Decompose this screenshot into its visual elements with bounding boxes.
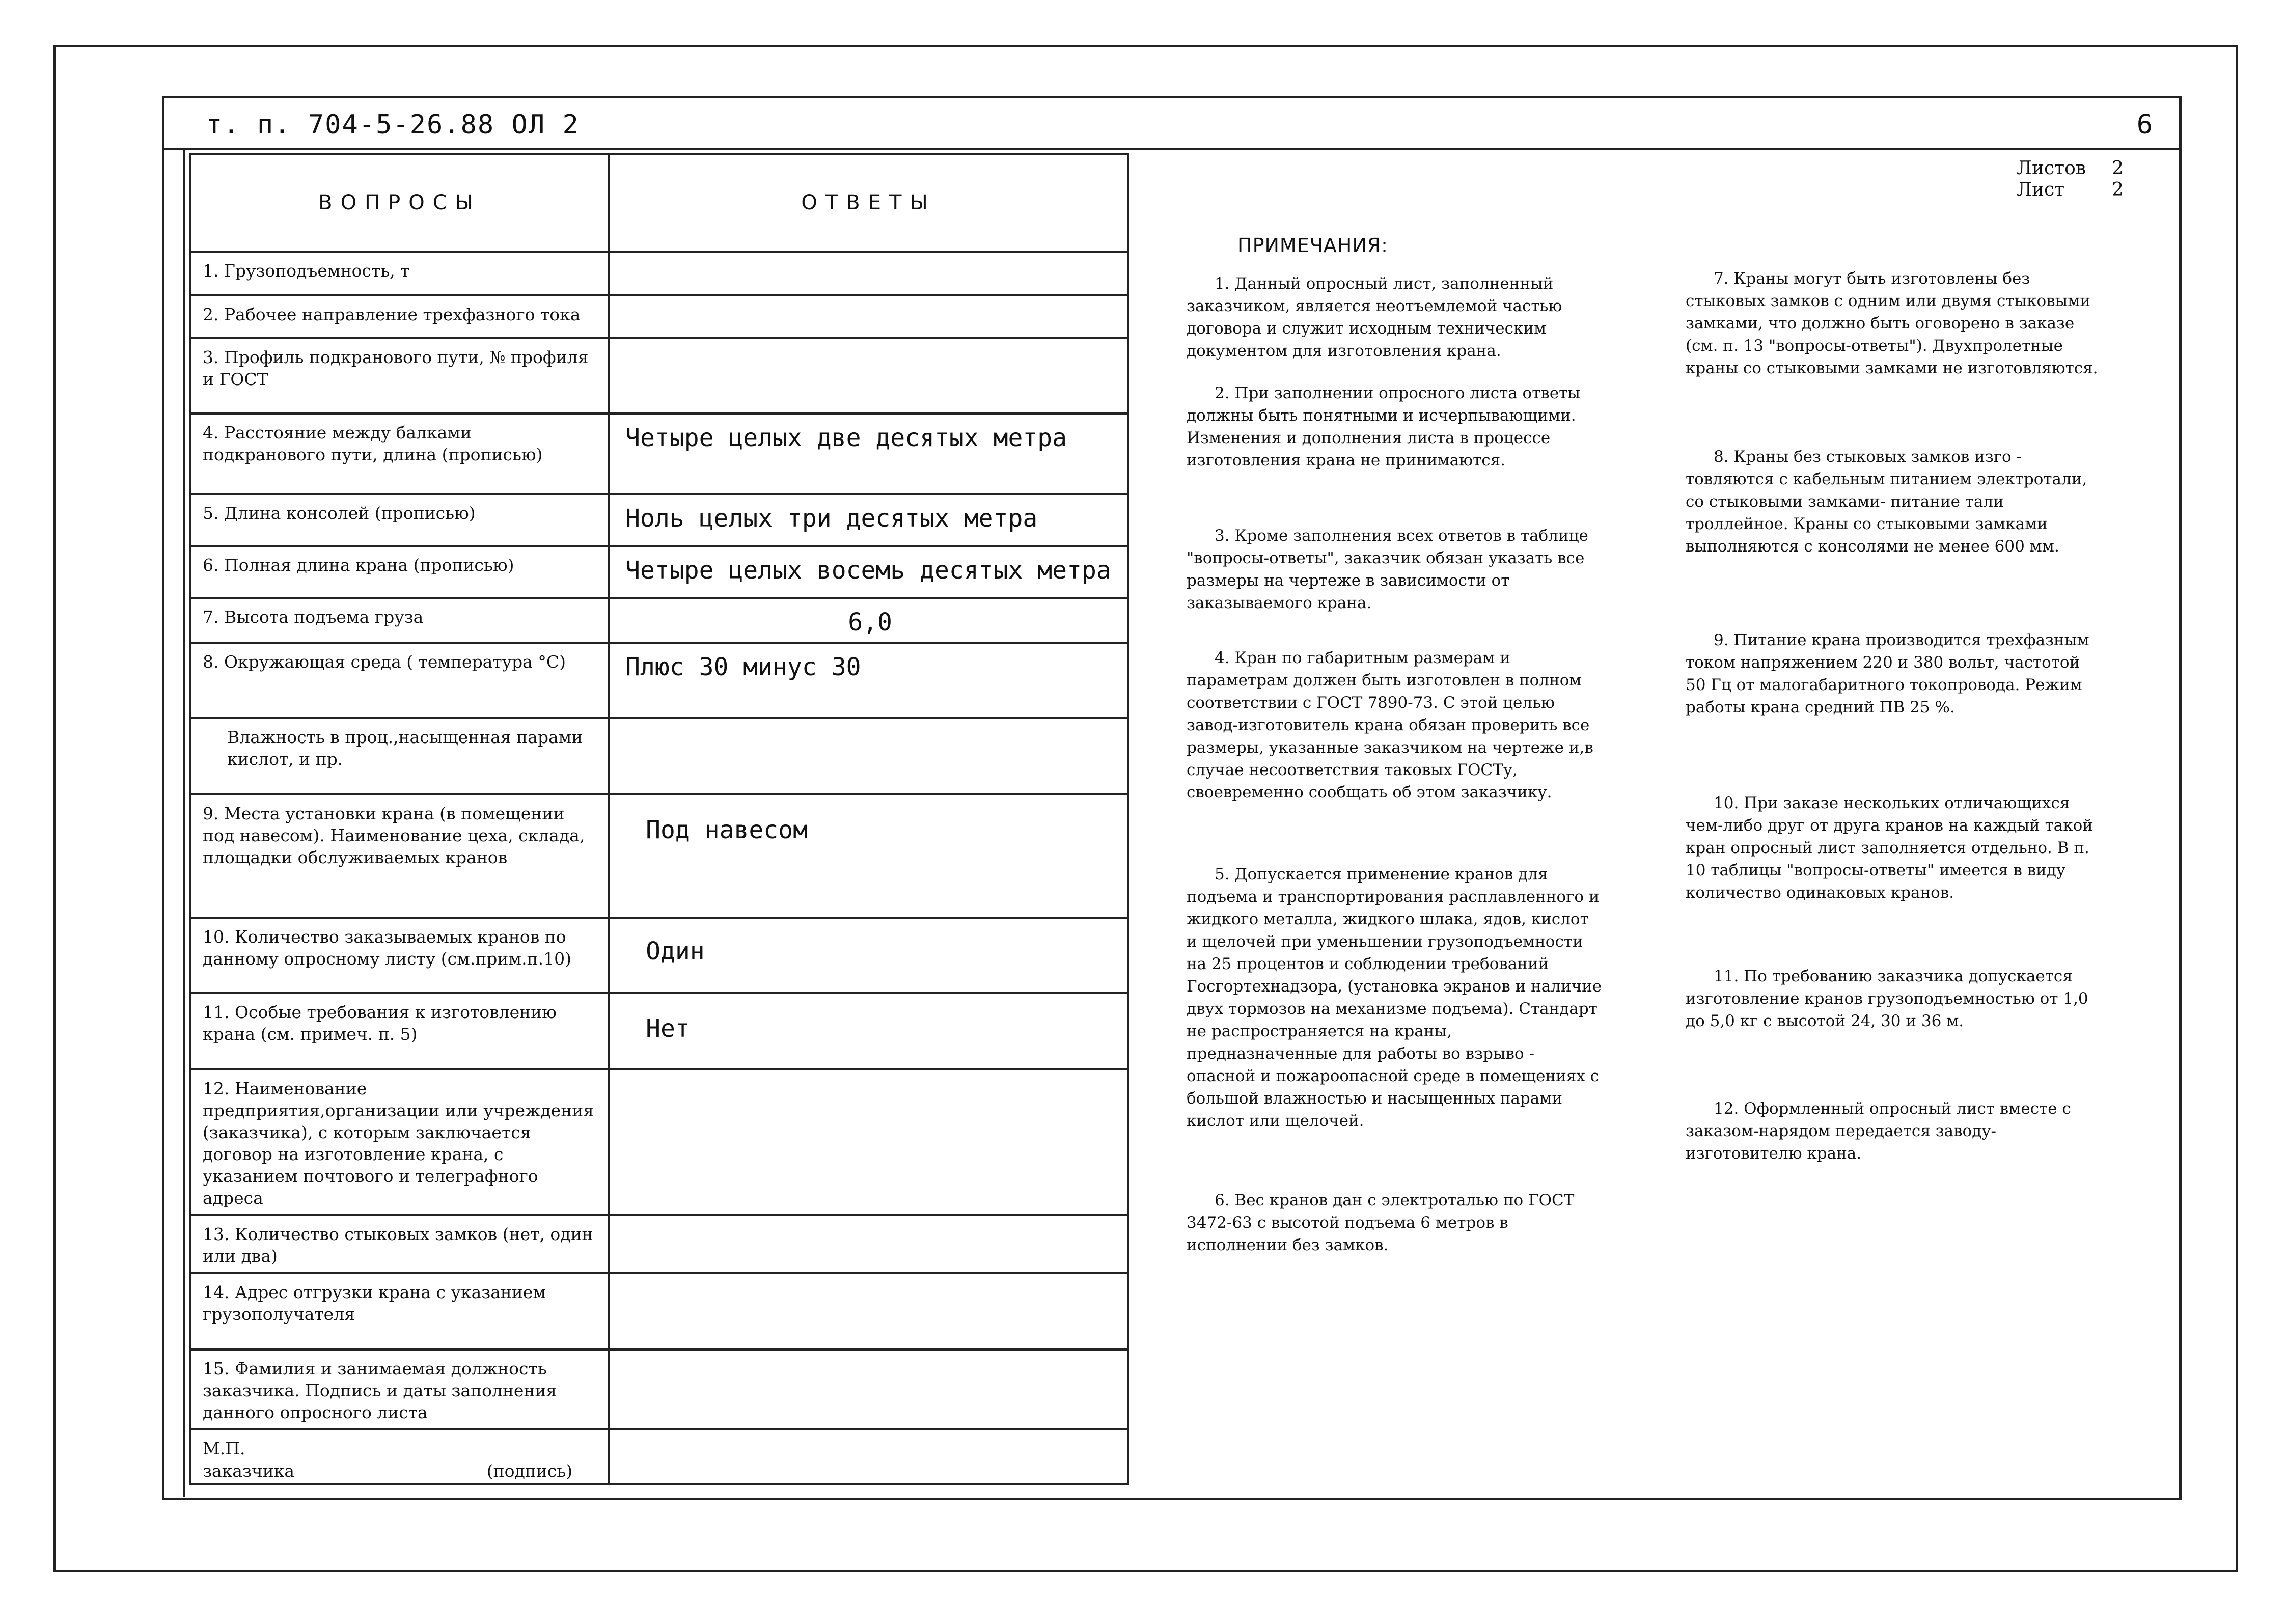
table-row [190,295,1128,338]
question-cell: 1. Грузоподъемность, т [190,252,609,295]
table-row [190,918,1128,993]
note-item: 2. При заполнении опросного листа ответы должны быть понятными и исчерпывающими. Изменения и дополнения листа в процессе изготовления крана не принимаются. [1187,384,1580,470]
answer-cell: 6,0 [609,598,1128,643]
answer-cell [609,295,1128,338]
table-row [190,1350,1128,1429]
sheet-counter [2017,158,2124,201]
table-row [190,494,1128,546]
table-row [190,643,1128,718]
table-row [190,1069,1128,1215]
table-row [190,546,1128,598]
table-row [190,794,1128,918]
question-cell: 4. Расстояние между балками подкранового пути, длина (прописью) [190,414,609,494]
answer-cell: Четыре целых восемь десятых метра [609,546,1128,598]
note-item: 12. Оформленный опросный лист вместе с заказом-нарядом передается заводу-изготовителю крана. [1686,1099,2071,1163]
note-item: 9. Питание крана производится трехфазным током напряжением 220 и 380 вольт, частотой 50 Гц от малогабаритного токопровода. Режим работы крана средний ПВ 25 %. [1686,631,2089,717]
question-cell: Влажность в проц.,насыщенная парами кислот, и пр. [190,718,609,794]
question-cell: 11. Особые требования к изготовлению крана (см. примеч. п. 5) [190,993,609,1069]
note-item: 4. Кран по габаритным размерам и параметрам должен быть изготовлен в полном соответствии с ГОСТ 7890-73. С этой целью завод-изготовитель крана обязан проверить все размеры, указанные заказчиком на чертеже и,в случае несоответствия таковых ГОСТу, своевременно сообщать об этом заказчику. [1187,649,1593,802]
answers-header: ОТВЕТЫ [609,154,1128,252]
question-cell: 12. Наименование предприятия,организации или учреждения (заказчика), с которым заключается договор на изготовление крана, с указанием почтового и телеграфного адреса [190,1069,609,1215]
document-code: т. п. 704-5-26.88 ОЛ 2 [206,109,580,140]
stamp-mp: М.П. [203,1439,245,1458]
note-item: 3. Кроме заполнения всех ответов в таблице "вопросы-ответы", заказчик обязан указать все размеры на чертеже в зависимости от заказываемого крана. [1187,527,1588,612]
table-row [190,993,1128,1069]
answer-cell: Четыре целых две десятых метра [609,414,1128,494]
note-item: 8. Краны без стыковых замков изго - товляются с кабельным питанием электротали, со стыковыми замками- питание тали троллейное. Краны со стыковыми замками выполняются с консолями не менее 600 мм. [1686,448,2087,556]
note-item: 1. Данный опросный лист, заполненный заказчиком, является неотъемлемой частью договора и служит исходным техническим документом для изготовления крана. [1187,274,1562,360]
table-row [190,338,1128,414]
answer-cell [609,1069,1128,1215]
questionnaire-table [189,153,1129,1485]
header-divider [162,148,2182,150]
answer-cell: Плюс 30 минус 30 [609,643,1128,718]
binding-margin-line [183,148,185,1497]
question-cell: 8. Окружающая среда ( температура °С) [190,643,609,718]
question-cell: 5. Длина консолей (прописью) [190,494,609,546]
note-item: 7. Краны могут быть изготовлены без стыковых замков с одним или двумя стыковыми замками, что должно быть оговорено в заказе (см. п. 13 "вопросы-ответы"). Двухпролетные краны со стыковыми замками не изготовляются. [1686,269,2098,377]
note-item: 10. При заказе нескольких отличающихся чем-либо друг от друга кранов на каждый такой кран опросный лист заполняется отдельно. В п. 10 таблицы "вопросы-ответы" имеется в виду количество одинаковых кранов. [1686,794,2093,902]
question-cell: 15. Фамилия и занимаемая должность заказчика. Подпись и даты заполнения данного опросного листа [190,1350,609,1429]
question-cell: 10. Количество заказываемых кранов по данному опросному листу (см.прим.п.10) [190,918,609,993]
table-row [190,252,1128,295]
signature-row [190,1429,1128,1484]
table-row [190,598,1128,643]
sheet-value: 2 [2112,179,2124,200]
answer-cell: Под навесом [609,794,1128,918]
answer-cell: Нет [609,993,1128,1069]
notes-title: ПРИМЕЧАНИЯ: [1237,234,1388,257]
answer-cell [609,718,1128,794]
note-item: 5. Допускается применение кранов для подъема и транспортирования расплавленного и жидкого металла, жидкого шлака, ядов, кислот и щелочей при уменьшении грузоподъемности на 25 процентов и соблюдении требований Госгортехнадзора, (установка экранов и наличие двух тормозов на механизме подъема). Стандарт не распространяется на краны, предназначенные для работы во взрыво - опасной и пожароопасной среде в помещениях с большой влажностью и насыщенных парами кислот или щелочей. [1187,865,1602,1130]
question-cell: 9. Места установки крана (в помещении под навесом). Наименование цеха, склада, площадки обслуживаемых кранов [190,794,609,918]
question-cell: 14. Адрес отгрузки крана с указанием грузополучателя [190,1273,609,1350]
questions-header: ВОПРОСЫ [190,154,609,252]
answer-cell [609,1215,1128,1273]
question-cell: 2. Рабочее направление трехфазного тока [190,295,609,338]
signature-answer-cell [609,1429,1128,1484]
note-item: 11. По требованию заказчика допускается изготовление кранов грузоподъемностью от 1,0 до 5,0 кг с высотой 24, 30 и 36 м. [1686,967,2088,1030]
table-row [190,1215,1128,1273]
stamp-signature: (подпись) [486,1461,573,1481]
table-row [190,718,1128,794]
sheets-label: Листов [2017,158,2086,179]
answer-cell [609,1273,1128,1350]
note-item: 6. Вес кранов дан с электроталью по ГОСТ 3472-63 с высотой подъема 6 метров в исполнении без замков. [1187,1191,1575,1254]
question-cell: 6. Полная длина крана (прописью) [190,546,609,598]
question-cell: 3. Профиль подкранового пути, № профиля и ГОСТ [190,338,609,414]
answer-cell: Ноль целых три десятых метра [609,494,1128,546]
answer-cell [609,252,1128,295]
answer-cell: Один [609,918,1128,993]
question-cell: 7. Высота подъема груза [190,598,609,643]
table-row [190,1273,1128,1350]
stamp-cell [190,1429,609,1484]
question-cell: 13. Количество стыковых замков (нет, один или два) [190,1215,609,1273]
answer-cell [609,1350,1128,1429]
stamp-customer: заказчика [203,1461,295,1481]
sheet-label: Лист [2017,179,2065,200]
page-number: 6 [2136,109,2153,140]
sheets-value: 2 [2112,158,2124,179]
table-row [190,414,1128,494]
answer-cell [609,338,1128,414]
